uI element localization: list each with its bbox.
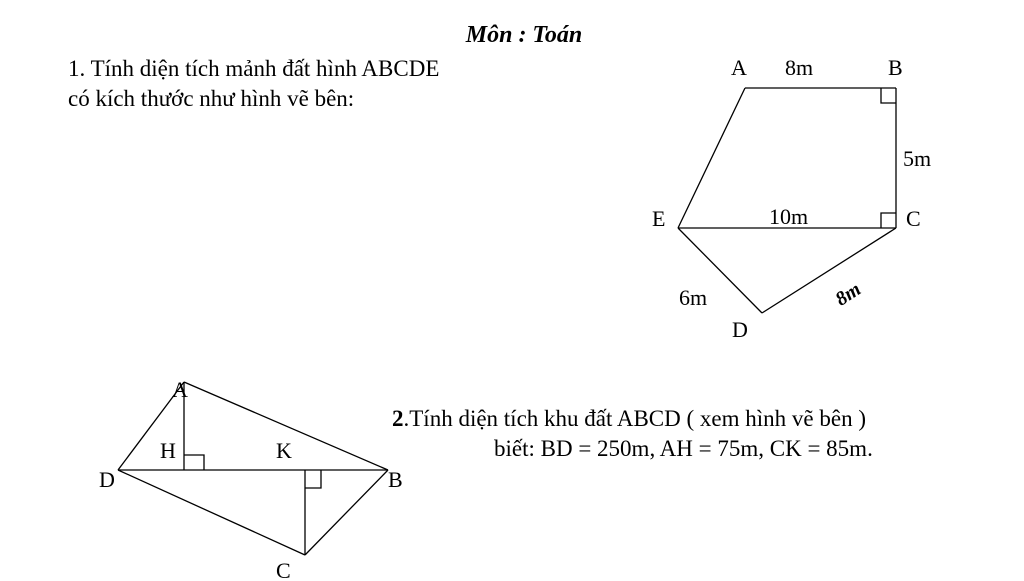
fig2-label-c: C bbox=[276, 558, 291, 581]
problem-1-line-2: có kích thước như hình vẽ bên: bbox=[68, 86, 355, 111]
fig1-dim-ab: 8m bbox=[785, 55, 814, 80]
fig1-label-a: A bbox=[731, 55, 747, 80]
figure-1-labels bbox=[652, 55, 931, 342]
fig1-dim-bc: 5m bbox=[903, 146, 932, 171]
figure-1-pentagon bbox=[678, 88, 896, 313]
figure-2-labels bbox=[99, 377, 403, 581]
fig2-label-k: K bbox=[276, 438, 292, 463]
fig1-right-angle-c bbox=[881, 213, 896, 228]
fig1-dim-cd: 8m bbox=[831, 278, 865, 311]
fig2-right-angle-h bbox=[184, 455, 204, 470]
fig2-right-angle-k bbox=[305, 470, 321, 488]
fig1-segment-ea bbox=[678, 88, 745, 228]
figure-2-quadrilateral bbox=[118, 382, 388, 555]
fig1-dim-ec: 10m bbox=[769, 204, 809, 229]
fig1-label-e: E bbox=[652, 206, 666, 231]
fig1-label-c: C bbox=[906, 206, 921, 231]
page-title: Môn : Toán bbox=[465, 22, 583, 48]
fig2-segment-cd bbox=[118, 470, 305, 555]
problem-2-line-1-text: .Tính diện tích khu đất ABCD ( xem hình vẽ bên ) bbox=[403, 406, 866, 431]
problem-2-line-2: biết: BD = 250m, AH = 75m, CK = 85m. bbox=[494, 436, 873, 461]
fig2-segment-bc bbox=[305, 470, 388, 555]
fig1-segment-dc bbox=[762, 228, 896, 313]
fig1-label-b: B bbox=[888, 55, 903, 80]
problem-1-line-1: 1. Tính diện tích mảnh đất hình ABCDE bbox=[68, 56, 440, 81]
problem-2-number: 2 bbox=[392, 406, 404, 431]
fig2-label-a: A bbox=[172, 377, 188, 402]
fig1-right-angle-b bbox=[881, 88, 896, 103]
fig1-dim-ed: 6m bbox=[679, 285, 708, 310]
fig2-label-h: H bbox=[160, 438, 176, 463]
fig2-label-b: B bbox=[388, 467, 403, 492]
fig1-label-d: D bbox=[732, 317, 748, 342]
fig2-label-d: D bbox=[99, 467, 115, 492]
